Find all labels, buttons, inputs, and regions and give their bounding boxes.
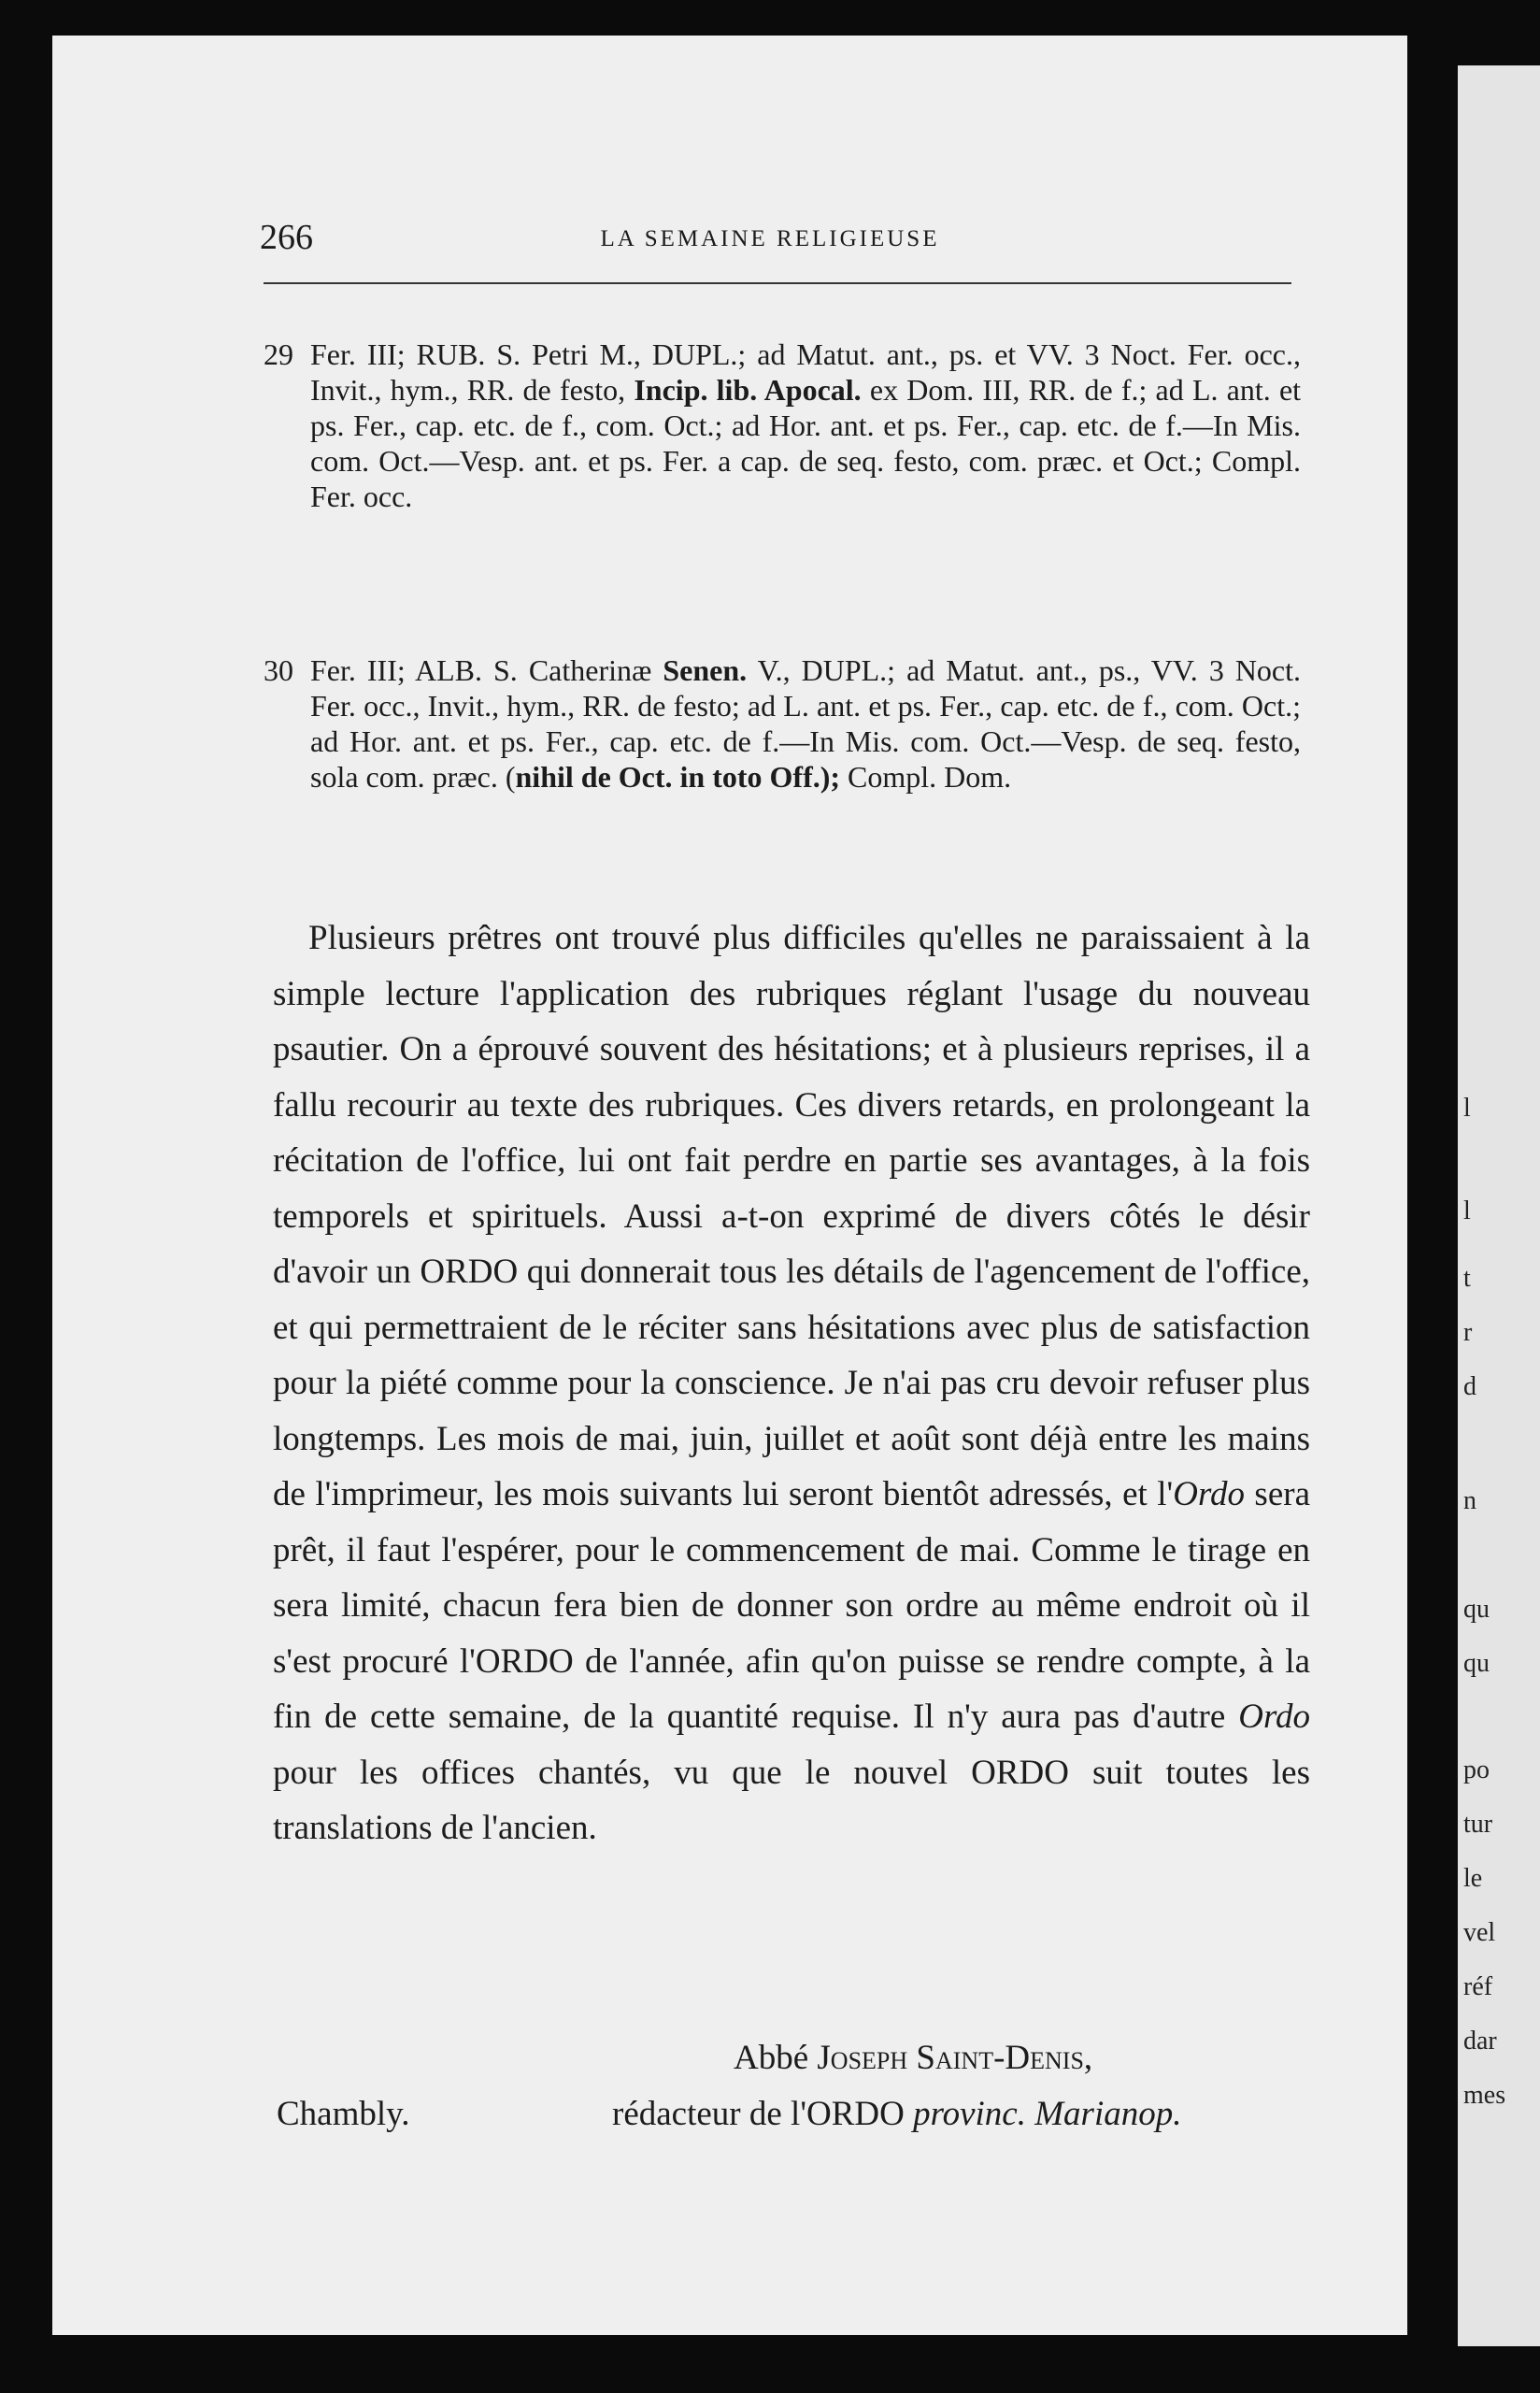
facing-fragment: mes (1463, 2081, 1506, 2110)
facing-fragment: d (1463, 1372, 1476, 1401)
signature-name: Abbé Joseph Saint-Denis, (734, 2039, 1093, 2077)
facing-fragment: dar (1463, 2027, 1497, 2056)
entry-text: Fer. III; ALB. S. Catherinæ Senen. V., DUPL.; ad Matut. ant., ps., VV. 3 Noct. Fer. occ., Invit., hym., RR. de festo; ad L. ant. et ps. Fer., cap. etc. de f., com. Oct.; ad Hor. ant. et ps. Fer., cap. etc. de f.—In Mis. com. Oct.—Vesp. de seq. festo, sola com. præc. (nihil de Oct. in toto Off.); Compl. Dom. (310, 653, 1302, 794)
facing-fragment: qu (1463, 1649, 1490, 1678)
facing-fragment: r (1463, 1318, 1473, 1347)
facing-fragment: tur (1463, 1810, 1493, 1839)
facing-fragment: réf (1463, 1972, 1493, 2001)
signature-role: rédacteur de l'ORDO provinc. Marianop. (612, 2095, 1182, 2133)
facing-page-edge (1458, 65, 1540, 2346)
entry-bold: Incip. lib. Apocal. (634, 373, 862, 407)
entry-day: 30 (264, 653, 293, 687)
facing-fragment: po (1463, 1755, 1490, 1784)
facing-fragment: l (1463, 1196, 1471, 1225)
entry-text: Fer. III; RUB. S. Petri M., DUPL.; ad Matut. ant., ps. et VV. 3 Noct. Fer. occ., Invit., hym., RR. de festo, Incip. lib. Apocal. ex Dom. III, RR. de f.; ad L. ant. et ps. Fer., cap. etc. de f., com. Oct.; ad Hor. ant. et ps. Fer., cap. etc. de f.—In Mis. com. Oct.—Vesp. ant. et ps. Fer. a cap. de seq. festo, com. præc. et Oct.; Compl. Fer. occ. (310, 337, 1302, 513)
header-rule (264, 282, 1291, 284)
entry-bold: Senen. (663, 653, 748, 687)
entry-day: 29 (264, 337, 293, 371)
page-number: 266 (260, 218, 313, 257)
facing-fragment: le (1463, 1864, 1483, 1893)
facing-fragment: vel (1463, 1918, 1496, 1947)
calendar-entry-29 (264, 337, 1301, 514)
signature-place: Chambly. (277, 2095, 410, 2133)
calendar-entry-30 (264, 652, 1301, 795)
running-title: LA SEMAINE RELIGIEUSE (600, 226, 940, 251)
body-paragraph: Plusieurs prêtres ont trouvé plus difficiles qu'elles ne paraissaient à la simple lecture l'application des rubriques réglant l'usage du nouveau psautier. On a éprouvé souvent des hésitations; et à plusieurs reprises, il a fallu recourir au texte des rubriques. Ces divers retards, en prolongeant la récitation de l'office, lui ont fait perdre en partie ses avantages, à la fois temporels et spirituels. Aussi a-t-on exprimé de divers côtés le désir d'avoir un ORDO qui donnerait tous les détails de l'agencement de l'office, et qui permettraient de le réciter sans hésitations avec plus de satisfaction pour la piété comme pour la conscience. Je n'ai pas cru devoir refuser plus longtemps. Les mois de mai, juin, juillet et août sont déjà entre les mains de l'imprimeur, les mois suivants lui seront bientôt adressés, et l'Ordo sera prêt, il faut l'espérer, pour le commencement de mai. Comme le tirage en sera limité, chacun fera bien de donner son ordre au même endroit où il s'est procuré l'ORDO de l'année, afin qu'on puisse se rendre compte, à la fin de cette semaine, de la quantité requise. Il n'y aura pas d'autre Ordo pour les offices chantés, vu que le nouvel ORDO suit toutes les translations de l'ancien. (273, 919, 1310, 1847)
facing-fragment: qu (1463, 1595, 1490, 1624)
entry-bold: nihil de Oct. in toto Off.); (515, 760, 841, 794)
facing-fragment: n (1463, 1486, 1476, 1515)
facing-fragment: l (1463, 1094, 1471, 1123)
facing-fragment: t (1463, 1264, 1471, 1293)
